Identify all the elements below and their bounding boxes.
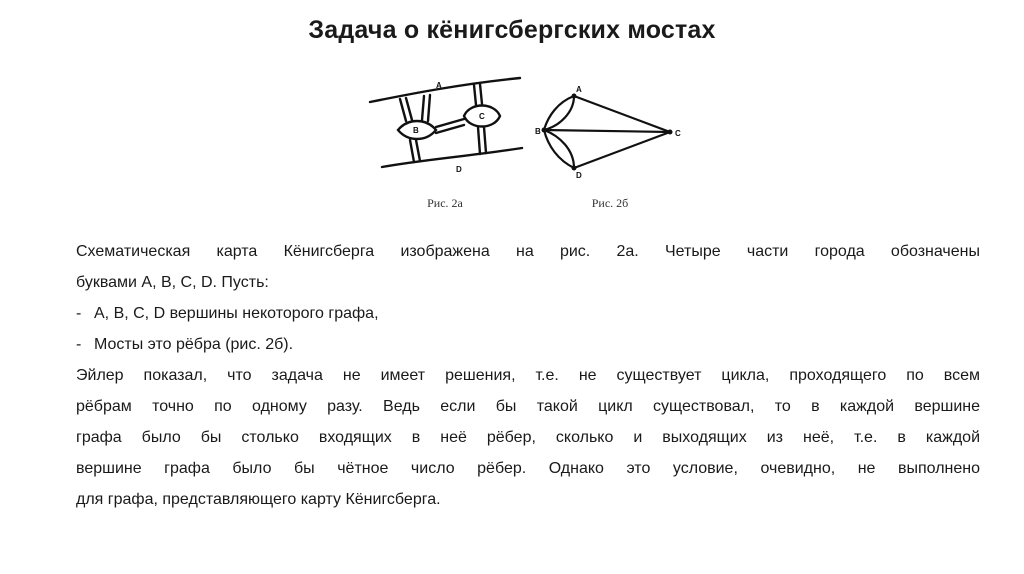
figure-map <box>360 72 530 217</box>
intro-line-1: Схематическая карта Кёнигсберга изображена на рис. 2а. Четыре части города обозначены <box>76 243 980 260</box>
figure-graph-caption: Рис. 2б <box>591 196 629 210</box>
list-item <box>76 329 980 360</box>
vertex-c <box>668 130 673 135</box>
label-d: D <box>456 165 462 174</box>
label-a: A <box>436 81 442 90</box>
river-bank-top <box>370 78 520 102</box>
list-item-text: A, B, C, D вершины некоторого графа, <box>94 305 379 322</box>
euler-line-2: рёбрам точно по одному разу. Ведь если бы такой цикл существовал, то в каждой вершине <box>76 398 980 415</box>
slide-title: Задача о кёнигсбергских мостах <box>308 16 716 44</box>
figure-graph <box>530 72 690 217</box>
graph-drawing <box>530 72 690 202</box>
river-bank-bottom <box>382 148 522 167</box>
vertex-a <box>572 94 577 99</box>
vertex-label-d: D <box>576 171 582 180</box>
euler-line-4: вершине графа было бы чётное число рёбер. Однако это условие, очевидно, не выполнено <box>76 460 980 477</box>
vertex-label-b: B <box>535 127 541 136</box>
intro-line-2: буквами A, B, C, D. Пусть: <box>76 274 269 291</box>
list-item-text: Мосты это рёбра (рис. 2б). <box>94 336 294 353</box>
vertex-d <box>572 166 577 171</box>
figure-map-caption: Рис. 2а <box>427 196 463 210</box>
map-drawing <box>360 72 530 202</box>
label-c: C <box>479 112 485 121</box>
body-text <box>76 236 980 515</box>
vertex-label-a: A <box>576 85 582 94</box>
label-b: B <box>413 126 419 135</box>
euler-line-3: графа было бы столько входящих в неё рёбер, сколько и выходящих из неё, т.е. в каждой <box>76 429 980 446</box>
vertex-label-c: C <box>675 129 681 138</box>
euler-line-1: Эйлер показал, что задача не имеет решения, т.е. не существует цикла, проходящего по всем <box>76 367 980 384</box>
vertex-b <box>542 128 547 133</box>
list-dash: - <box>76 336 82 353</box>
list-dash: - <box>76 305 82 322</box>
euler-line-5: для графа, представляющего карту Кёнигсберга. <box>76 491 441 508</box>
figures <box>360 72 700 217</box>
list-item <box>76 298 980 329</box>
